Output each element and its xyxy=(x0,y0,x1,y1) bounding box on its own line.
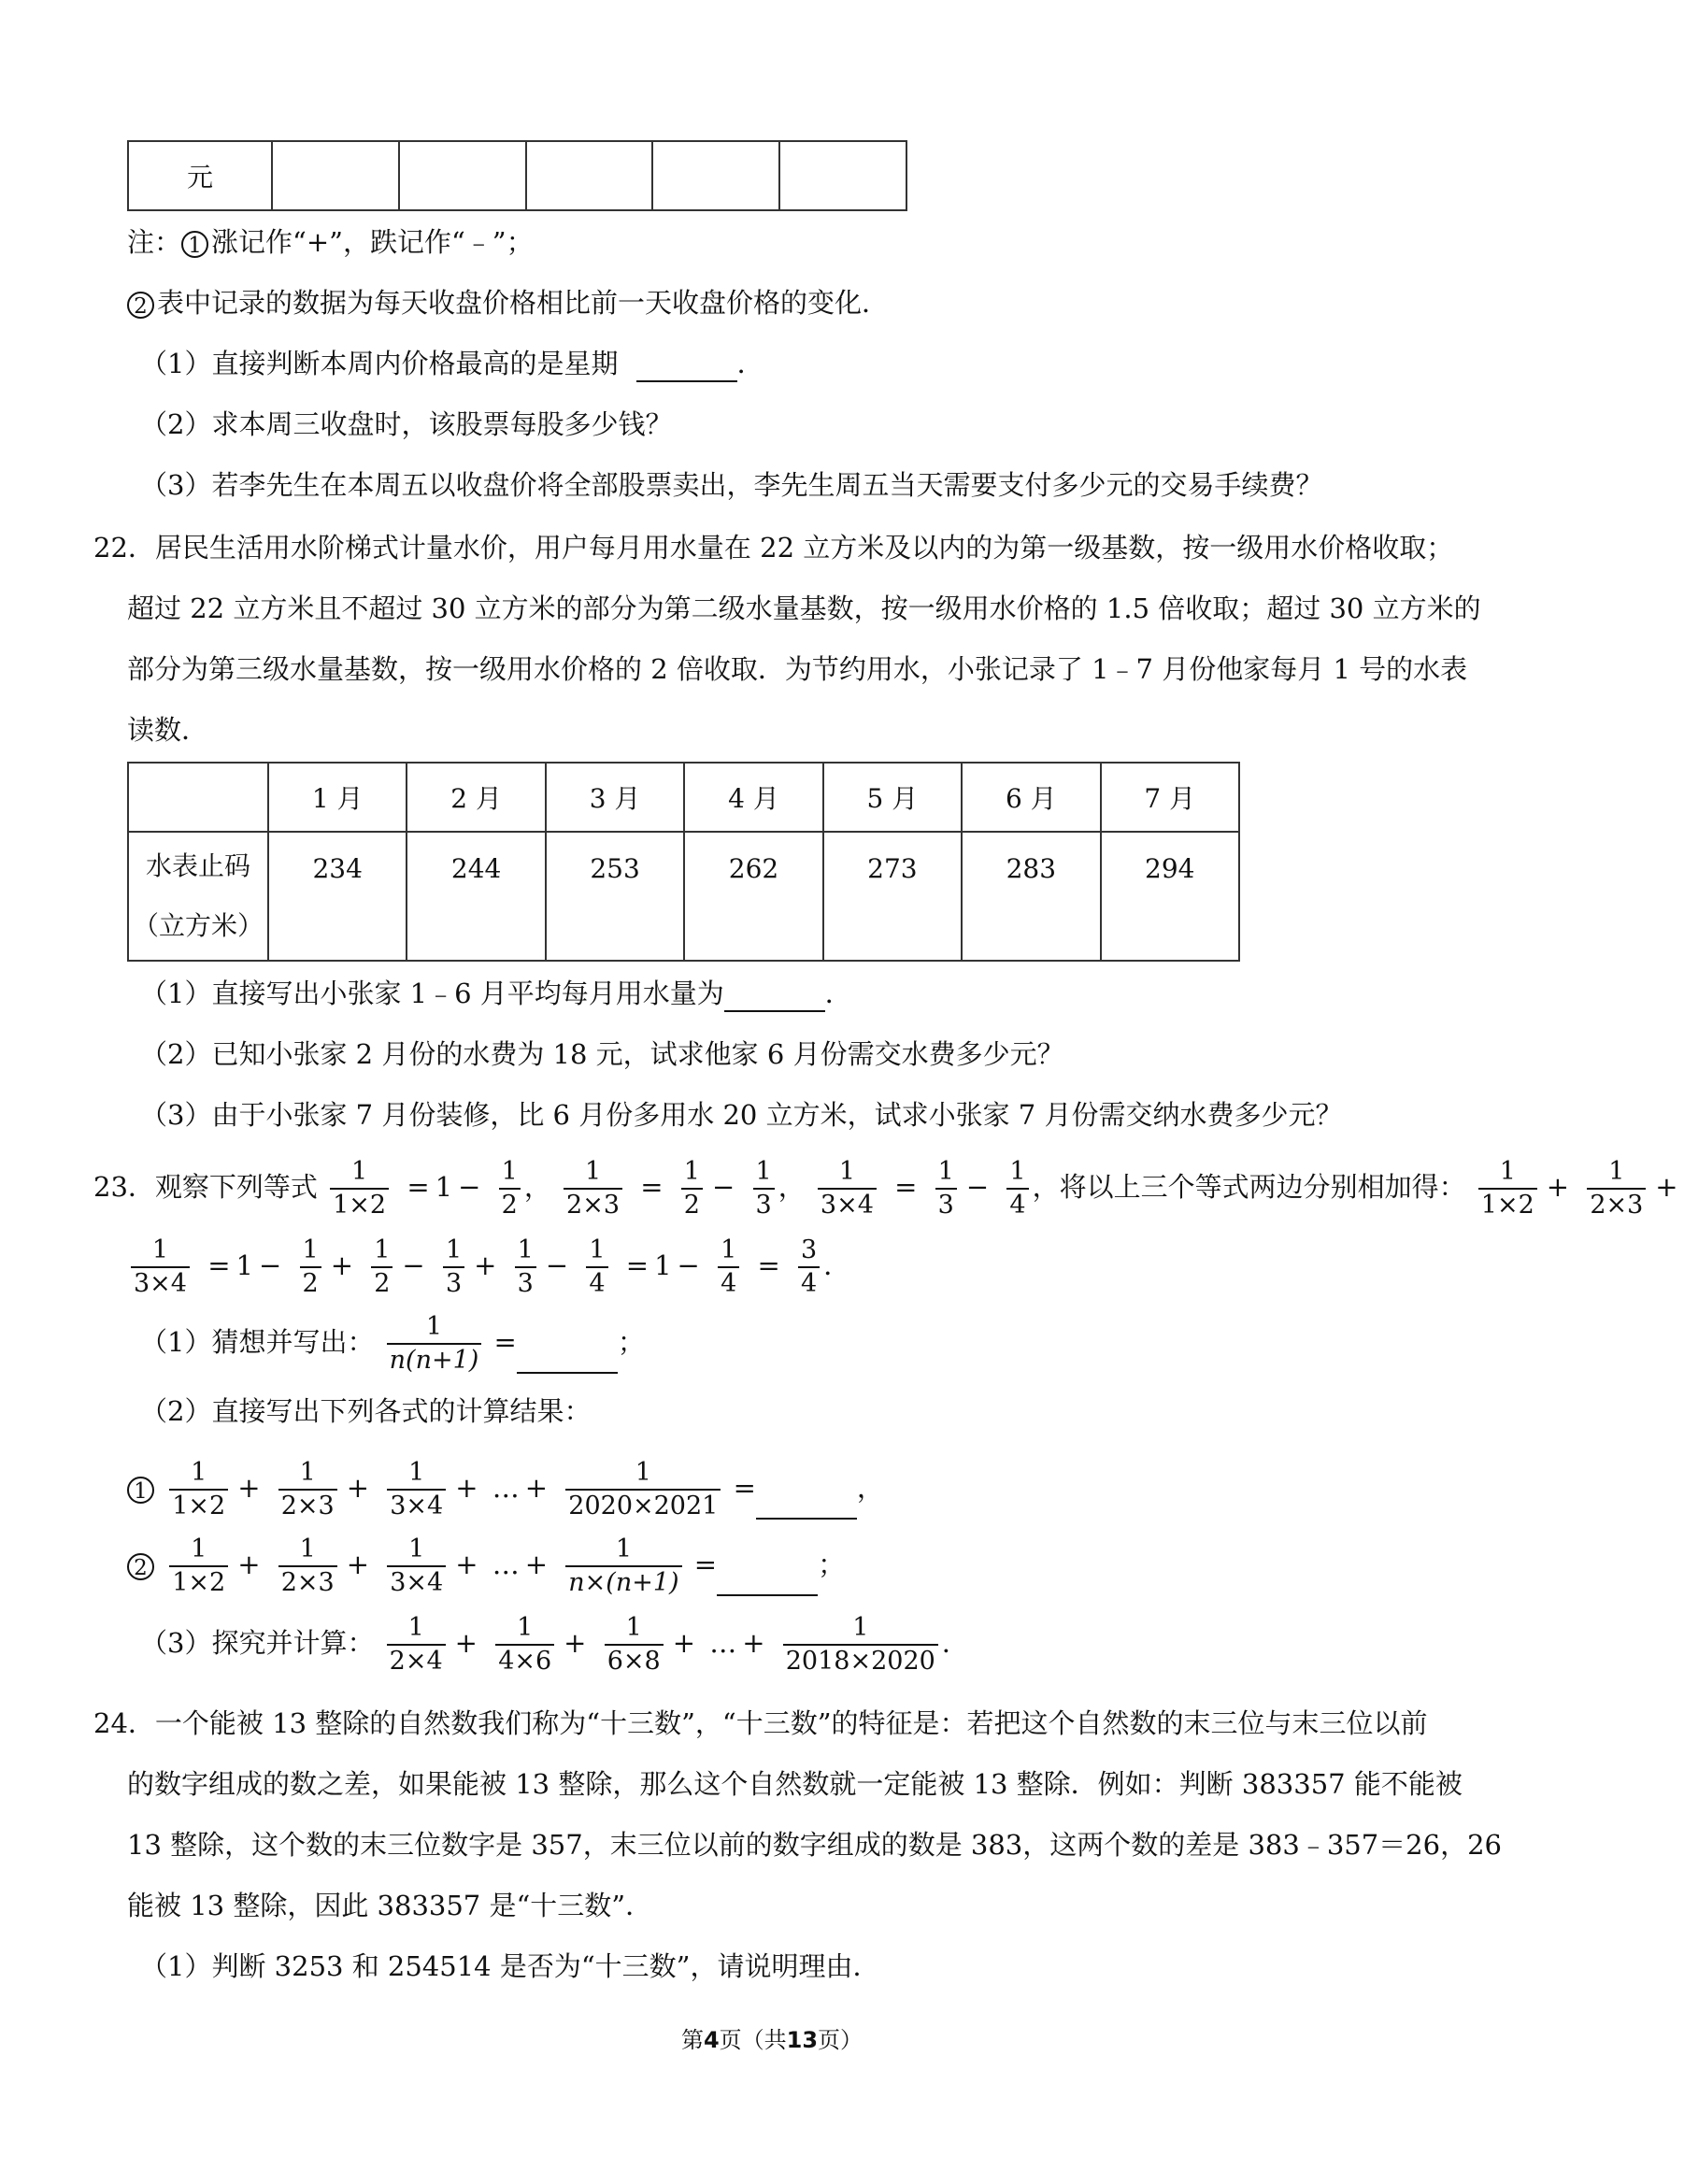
q22-sub2: （2）已知小张家 2 月份的水费为 18 元，试求他家 6 月份需交水费多少元？ xyxy=(140,1038,1064,1070)
q23-intro: 23．观察下列等式 $\frac{1}{1\times 2}$ = 1 − $\frac{1}{2}$ ， $\frac{1}{2\times 3}$ = $\frac{1}{2}$ − $\frac{1}{3}$ ， $\frac{1}{3\times 4}$ = $\frac{1}{3}$ − $\frac{1}{4}$ ，将以上三个等式两边分别相加得： $\frac{1}{1\times 2}$ + $\frac{1}{2\times 3}$ + xyxy=(93,1156,1678,1220)
meter-value: 253 xyxy=(546,832,684,961)
fraction: $\frac{1}{2}$ xyxy=(371,1237,392,1298)
fraction: $\frac{1}{1\times 2}$ xyxy=(1478,1159,1537,1220)
fraction: $\frac{1}{1\times 2}$ xyxy=(169,1536,228,1597)
page-total: 13 xyxy=(786,2027,819,2053)
q24-line1: 24．一个能被 13 整除的自然数我们称为“十三数”，“十三数”的特征是：若把这个自然数的末三位与末三位以前 xyxy=(93,1707,1428,1739)
q23-item2: 2 $\frac{1}{1\times 2}$ + $\frac{1}{2\times 3}$ + $\frac{1}{3\times 4}$ + … + $\frac{1}{n\times(n+1)}$ = ； xyxy=(127,1535,845,1596)
q22-line4: 读数． xyxy=(127,714,209,746)
month-header: 1 月 xyxy=(268,763,407,832)
q22-line3: 部分为第三级水量基数，按一级用水价格的 2 倍收取．为节约用水，小张记录了 1﹣7 月份他家每月 1 号的水表 xyxy=(127,653,1468,685)
month-header: 6 月 xyxy=(962,763,1100,832)
q21-table-last-row xyxy=(127,140,907,211)
q22-line1: 22．居民生活用水阶梯式计量水价，用户每月用水量在 22 立方米及以内的为第一级基数，按一级用水价格收取； xyxy=(93,532,1454,564)
fraction: $\frac{1}{n\times(n+1)}$ xyxy=(565,1536,681,1597)
q21-note2: 2 表中记录的数据为每天收盘价格相比前一天收盘价格的变化． xyxy=(127,284,889,321)
q21-cell xyxy=(652,141,779,210)
fraction: $\frac{1}{3\times 4}$ xyxy=(131,1237,190,1298)
q21-row-label: 元 xyxy=(128,141,272,210)
fraction: $\frac{1}{2}$ xyxy=(499,1159,521,1220)
fraction: $\frac{1}{3}$ xyxy=(935,1159,957,1220)
fraction: $\frac{1}{3\times 4}$ xyxy=(387,1460,446,1520)
q21-cell xyxy=(779,141,906,210)
q24-line4: 能被 13 整除，因此 383357 是“十三数”． xyxy=(127,1890,653,1921)
q23-sub1: （1）猜想并写出： $\frac{1}{n(n+1)}$ = ； xyxy=(140,1311,645,1375)
fraction: $\frac{1}{2\times 3}$ xyxy=(564,1159,622,1220)
q22-line2: 超过 22 立方米且不超过 30 立方米的部分为第二级水量基数，按一级用水价格的 1.5 倍收取；超过 30 立方米的 xyxy=(127,592,1481,624)
fraction: $\frac{1}{4}$ xyxy=(1006,1159,1028,1220)
q24-sub1: （1）判断 3253 和 254514 是否为“十三数”，请说明理由． xyxy=(140,1950,880,1982)
answer-blank[interactable] xyxy=(756,1490,857,1520)
fraction: $\frac{1}{4\times 6}$ xyxy=(495,1615,554,1676)
month-header: 3 月 xyxy=(546,763,684,832)
fraction: $\frac{1}{1\times 2}$ xyxy=(169,1460,228,1520)
q24-line3: 13 整除，这个数的末三位数字是 357，末三位以前的数字组成的数是 383，这两个数的差是 383﹣357＝26，26 xyxy=(127,1829,1502,1861)
q23-sub2: （2）直接写出下列各式的计算结果： xyxy=(140,1395,592,1427)
fraction: $\frac{1}{n(n+1)}$ xyxy=(387,1314,482,1375)
row-label: 水表止码 （立方米） xyxy=(128,832,268,961)
q21-cell xyxy=(272,141,399,210)
fraction: $\frac{1}{2\times 3}$ xyxy=(278,1536,337,1597)
q22-sub3: （3）由于小张家 7 月份装修，比 6 月份多用水 20 立方米，试求小张家 7 月份需交纳水费多少元？ xyxy=(140,1099,1343,1131)
fraction: $\frac{1}{2}$ xyxy=(300,1237,321,1298)
fraction: $\frac{1}{2\times 4}$ xyxy=(387,1615,446,1676)
meter-value: 244 xyxy=(407,832,545,961)
q21-sub1: （1）直接判断本周内价格最高的是星期 ． xyxy=(140,345,764,382)
meter-value: 294 xyxy=(1101,832,1239,961)
meter-value: 262 xyxy=(684,832,822,961)
fraction: $\frac{1}{3\times 4}$ xyxy=(387,1536,446,1597)
fraction: $\frac{1}{2}$ xyxy=(681,1159,703,1220)
fraction: $\frac{1}{2020\times 2021}$ xyxy=(565,1460,721,1520)
q21-sub3: （3）若李先生在本周五以收盘价将全部股票卖出，李先生周五当天需要支付多少元的交易手续费？ xyxy=(140,469,1323,501)
q23-sub3: （3）探究并计算： $\frac{1}{2\times 4}$ + $\frac{1}{4\times 6}$ + $\frac{1}{6\times 8}$ + … + $\frac{1}{2018\times 2020}$ ． xyxy=(140,1612,969,1676)
fraction: $\frac{1}{4}$ xyxy=(586,1237,607,1298)
month-header: 4 月 xyxy=(684,763,822,832)
answer-blank[interactable] xyxy=(517,1344,618,1374)
meter-value: 234 xyxy=(268,832,407,961)
q21-cell xyxy=(399,141,526,210)
fraction: $\frac{1}{2\times 3}$ xyxy=(1587,1159,1646,1220)
meter-value: 283 xyxy=(962,832,1100,961)
meter-value: 273 xyxy=(823,832,962,961)
month-header: 2 月 xyxy=(407,763,545,832)
fraction: $\frac{1}{3}$ xyxy=(515,1237,536,1298)
fraction: $\frac{1}{2018\times 2020}$ xyxy=(783,1615,938,1676)
answer-blank[interactable] xyxy=(636,352,737,382)
month-header: 5 月 xyxy=(823,763,962,832)
circled-number: 1 xyxy=(181,231,208,258)
q24-line2: 的数字组成的数之差，如果能被 13 整除，那么这个自然数就一定能被 13 整除．例如：判断 383357 能不能被 xyxy=(127,1768,1463,1800)
fraction: $\frac{1}{3\times 4}$ xyxy=(818,1159,877,1220)
fraction: $\frac{1}{1\times 2}$ xyxy=(330,1159,389,1220)
fraction: $\frac{1}{2\times 3}$ xyxy=(278,1460,337,1520)
q22-sub1: （1）直接写出小张家 1﹣6 月平均每月用水量为 ． xyxy=(140,975,852,1012)
answer-blank[interactable] xyxy=(717,1566,818,1596)
circled-number: 2 xyxy=(127,292,154,319)
circled-number: 2 xyxy=(127,1553,154,1580)
page-footer: 第4页（共13页） xyxy=(680,2027,863,2053)
answer-blank[interactable] xyxy=(724,982,825,1012)
page-number: 4 xyxy=(703,2027,720,2053)
q23-item1: 1 $\frac{1}{1\times 2}$ + $\frac{1}{2\times 3}$ + $\frac{1}{3\times 4}$ + … + $\frac{1}{2020\times 2021}$ = ， xyxy=(127,1458,884,1520)
fraction: $\frac{1}{3}$ xyxy=(753,1159,775,1220)
fraction: $\frac{1}{4}$ xyxy=(718,1237,739,1298)
circled-number: 1 xyxy=(127,1477,154,1504)
fraction: $\frac{3}{4}$ xyxy=(798,1237,820,1298)
q21-note1: 注： 1 涨记作“+”，跌记作“﹣”； xyxy=(127,226,534,258)
fraction: $\frac{1}{3}$ xyxy=(443,1237,464,1298)
q21-sub2: （2）求本周三收盘时，该股票每股多少钱？ xyxy=(140,408,673,440)
q23-sum-line: $\frac{1}{3\times 4}$ = 1 − $\frac{1}{2}$ + $\frac{1}{2}$ − $\frac{1}{3}$ + $\frac{1}{3}$ − $\frac{1}{4}$ = 1 − $\frac{1}{4}$ = $\frac{3}{4}$ ． xyxy=(127,1235,850,1297)
fraction: $\frac{1}{6\times 8}$ xyxy=(605,1615,664,1676)
q22-water-table xyxy=(127,762,1240,962)
month-header: 7 月 xyxy=(1101,763,1239,832)
q21-cell xyxy=(526,141,653,210)
table-header-empty xyxy=(128,763,268,832)
